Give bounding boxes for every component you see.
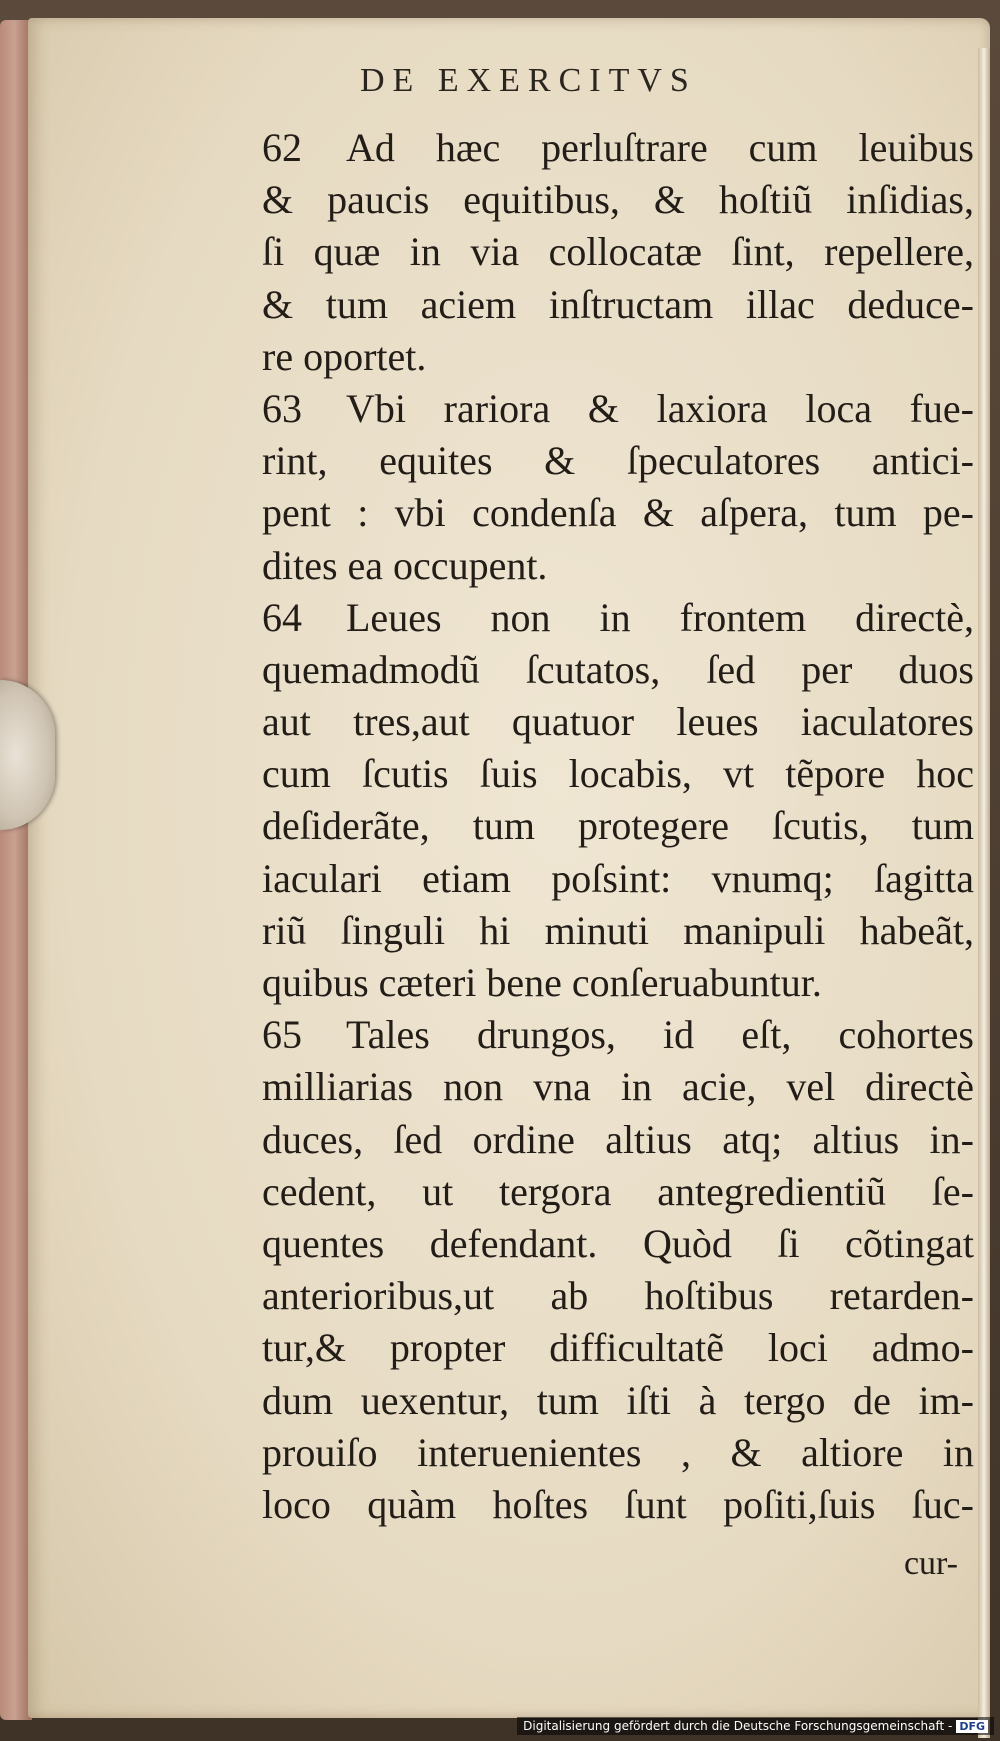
text-line <box>262 1218 974 1270</box>
paragraph-start-line <box>262 383 974 435</box>
paragraph-number: 65 <box>262 1012 302 1058</box>
text-line <box>262 1166 974 1218</box>
text-line <box>262 853 974 905</box>
text-line <box>262 435 974 487</box>
line-text: milliarias non vna in acie, vel directè <box>262 1064 974 1110</box>
paragraph-number: 62 <box>262 125 302 170</box>
line-text: tur,& propter difficultatẽ loci admo- <box>262 1325 974 1371</box>
text-line <box>262 905 974 957</box>
line-text: quibus cæteri bene conſeruabuntur. <box>262 960 822 1005</box>
text-line <box>262 957 974 1009</box>
text-line <box>262 331 974 383</box>
line-text: Ad hæc perluſtrare cum leuibus <box>346 125 974 170</box>
catchword: cur- <box>903 1545 958 1582</box>
body-text <box>262 122 974 1531</box>
text-line <box>262 226 974 278</box>
text-line <box>262 1375 974 1427</box>
line-text: & paucis equitibus, & hoſtiũ inſidias, <box>262 177 974 223</box>
dfg-logo: DFG <box>956 1720 988 1733</box>
line-text: ſi quæ in via collocatæ ſint, repellere, <box>262 229 974 275</box>
line-text: prouiſo interuenientes , & altiore in <box>262 1429 974 1475</box>
line-text: Tales drungos, id eſt, cohortes <box>346 1012 974 1058</box>
line-text: cedent, ut tergora antegredientiũ ſe- <box>262 1168 974 1214</box>
credit-text: Digitalisierung gefördert durch die Deutsche Forschungsgemeinschaft - <box>523 1719 953 1733</box>
line-text: quemadmodũ ſcutatos, ſed per duos <box>262 646 974 692</box>
line-text: re oportet. <box>262 333 427 379</box>
line-text: & tum aciem inſtructam illac deduce- <box>262 281 974 327</box>
line-text: rint, equites & ſpeculatores antici- <box>262 438 974 484</box>
line-text: anterioribus,ut ab hoſtibus retarden- <box>262 1273 974 1319</box>
paragraph-start-line <box>262 122 974 174</box>
text-line <box>262 1270 974 1322</box>
line-text: Leues non in frontem directè, <box>346 594 974 640</box>
text-line <box>262 1061 974 1113</box>
text-line <box>262 540 974 592</box>
line-text: cum ſcutis ſuis locabis, vt tẽpore hoc <box>262 751 974 797</box>
line-text: duces, ſed ordine altius atq; altius in- <box>262 1116 974 1162</box>
line-text: deſiderãte, tum protegere ſcutis, tum <box>262 803 974 849</box>
text-line <box>262 487 974 539</box>
text-line <box>262 279 974 331</box>
running-head: DE EXERCITVS <box>360 62 697 99</box>
page-gutter-edge <box>978 48 990 1738</box>
text-line <box>262 748 974 800</box>
text-line <box>262 1479 974 1531</box>
line-text: quentes defendant. Quòd ſi cõtingat <box>262 1220 974 1266</box>
paragraph-number: 64 <box>262 594 302 640</box>
line-text: dites ea occupent. <box>262 542 548 588</box>
text-line <box>262 174 974 226</box>
paragraph-number: 63 <box>262 385 302 431</box>
line-text: aut tres,aut quatuor leues iaculatores <box>262 699 974 745</box>
text-line <box>262 1427 974 1479</box>
paragraph-start-line <box>262 1009 974 1061</box>
text-line <box>262 1322 974 1374</box>
text-line <box>262 644 974 696</box>
line-text: dum uexentur, tum iſti à tergo de im- <box>262 1377 974 1423</box>
line-text: pent : vbi condenſa & aſpera, tum pe- <box>262 490 974 536</box>
line-text: iaculari etiam poſsint: vnumq; ſagitta <box>262 855 974 901</box>
digitization-credit <box>517 1717 994 1735</box>
text-line <box>262 1114 974 1166</box>
paragraph-start-line <box>262 592 974 644</box>
text-line <box>262 800 974 852</box>
line-text: riũ ſinguli hi minuti manipuli habeãt, <box>262 907 974 953</box>
text-line <box>262 696 974 748</box>
line-text: Vbi rariora & laxiora loca fue- <box>346 385 974 431</box>
line-text: loco quàm hoſtes ſunt poſiti,ſuis ſuc- <box>262 1481 974 1527</box>
